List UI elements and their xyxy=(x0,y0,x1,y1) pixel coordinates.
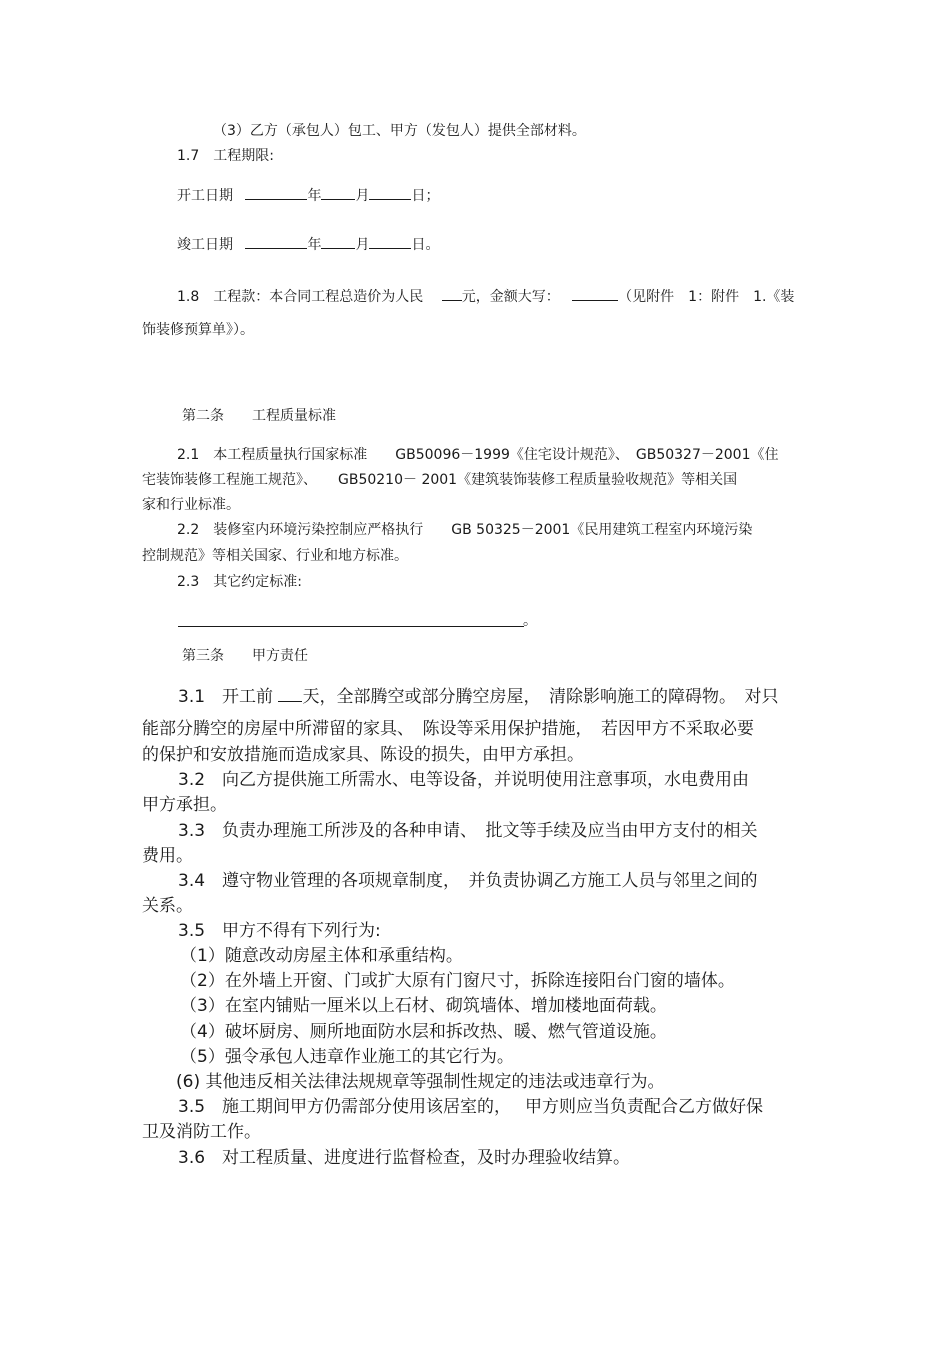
section-2-heading: 第二条 工程质量标准 xyxy=(182,408,336,424)
clause-3-5-heading: 3.5 甲方不得有下列行为: xyxy=(178,921,381,941)
end-year-blank xyxy=(245,234,307,249)
year-label: 年 xyxy=(307,237,322,253)
start-date-line xyxy=(177,185,439,203)
clause-1-8-text-b: 元，金额大写： xyxy=(461,289,560,305)
start-year-blank xyxy=(245,185,307,200)
section-3-heading: 第三条 甲方责任 xyxy=(182,648,308,664)
clause-3-3-line-1: 3.3 负责办理施工所涉及的各种申请、 批文等手续及应当由甲方支付的相关 xyxy=(178,821,758,841)
clause-3-5b-line-2: 卫及消防工作。 xyxy=(142,1122,261,1142)
day-label: 日； xyxy=(411,188,440,204)
clause-2-1-line-1: 2.1 本工程质量执行国家标准 GB50096－1999《住宅设计规范》、 GB50327－2001《住 xyxy=(177,447,779,463)
start-date-label: 开工日期 xyxy=(177,188,233,204)
price-blank xyxy=(442,286,462,301)
clause-3-4-line-1: 3.4 遵守物业管理的各项规章制度， 并负责协调乙方施工人员与邻里之间的 xyxy=(178,871,758,891)
list-item: （1）随意改动房屋主体和承重结构。 xyxy=(180,946,463,966)
other-standards-blank-line xyxy=(178,626,524,627)
clause-1-8-continuation: 饰装修预算单》）。 xyxy=(142,322,254,338)
list-item: （3）在室内铺贴一厘米以上石材、砌筑墙体、增加楼地面荷载。 xyxy=(180,996,667,1016)
clause-1-8-line xyxy=(177,286,794,304)
clause-3-4-line-2: 关系。 xyxy=(142,896,193,916)
clause-3-2-line-2: 甲方承担。 xyxy=(142,795,227,815)
clause-1-8-text-a: 1.8 工程款：本合同工程总造价为人民 xyxy=(177,289,424,305)
clause-3-1-text-b: 天，全部腾空或部分腾空房屋， 清除影响施工的障碍物。 对只 xyxy=(302,687,779,707)
end-date-label: 竣工日期 xyxy=(177,237,233,253)
end-date-line xyxy=(177,234,439,252)
clause-2-2-line-2: 控制规范》等相关国家、行业和地方标准。 xyxy=(142,548,408,564)
clause-3-1-line-2: 能部分腾空的房屋中所滞留的家具、 陈设等采用保护措施， 若因甲方不采取必要 xyxy=(142,719,754,739)
clause-2-2-line-1: 2.2 装修室内环境污染控制应严格执行 GB 50325－2001《民用建筑工程室内环境污染 xyxy=(177,522,753,538)
list-item: （4）破坏厨房、厕所地面防水层和拆改热、暖、燃气管道设施。 xyxy=(180,1022,667,1042)
clause-3-3-line-2: 费用。 xyxy=(142,846,193,866)
clause-3-1-text-a: 3.1 开工前 xyxy=(178,687,274,707)
day-label: 日。 xyxy=(411,237,440,253)
year-label: 年 xyxy=(307,188,322,204)
month-label: 月 xyxy=(355,188,370,204)
month-label: 月 xyxy=(355,237,370,253)
list-item: （5）强令承包人违章作业施工的其它行为。 xyxy=(180,1047,514,1067)
clause-2-3: 2.3 其它约定标准: xyxy=(177,574,302,590)
days-blank xyxy=(278,685,302,702)
clause-1-6-item-3: （3）乙方（承包人）包工、甲方（发包人）提供全部材料。 xyxy=(213,123,586,139)
clause-2-1-line-2: 宅装饰装修工程施工规范》、 GB50210－ 2001《建筑装饰装修工程质量验收规范》等相关国 xyxy=(142,472,738,488)
clause-2-1-line-3: 家和行业标准。 xyxy=(142,497,240,513)
amount-blank xyxy=(572,286,618,301)
clause-3-1-line-1 xyxy=(178,685,778,706)
end-day-blank xyxy=(369,234,411,249)
list-item-6: (6) 其他违反相关法律法规规章等强制性规定的违法或违章行为。 xyxy=(176,1072,665,1092)
clause-3-6: 3.6 对工程质量、进度进行监督检查，及时办理验收结算。 xyxy=(178,1148,631,1168)
end-month-blank xyxy=(321,234,355,249)
clause-3-5b-line-1: 3.5 施工期间甲方仍需部分使用该居室的， 甲方则应当负责配合乙方做好保 xyxy=(178,1097,763,1117)
clause-1-7-heading: 1.7 工程期限: xyxy=(177,148,274,164)
start-month-blank xyxy=(321,185,355,200)
clause-1-8-text-c: （见附件 1：附件 1.《装 xyxy=(618,289,795,305)
list-item: （2）在外墙上开窗、门或扩大原有门窗尺寸，拆除连接阳台门窗的墙体。 xyxy=(180,971,735,991)
start-day-blank xyxy=(369,185,411,200)
clause-3-1-line-3: 的保护和安放措施而造成家具、陈设的损失，由甲方承担。 xyxy=(142,745,584,765)
other-standards-end: 。 xyxy=(523,613,537,629)
clause-3-2-line-1: 3.2 向乙方提供施工所需水、电等设备，并说明使用注意事项，水电费用由 xyxy=(178,770,750,790)
